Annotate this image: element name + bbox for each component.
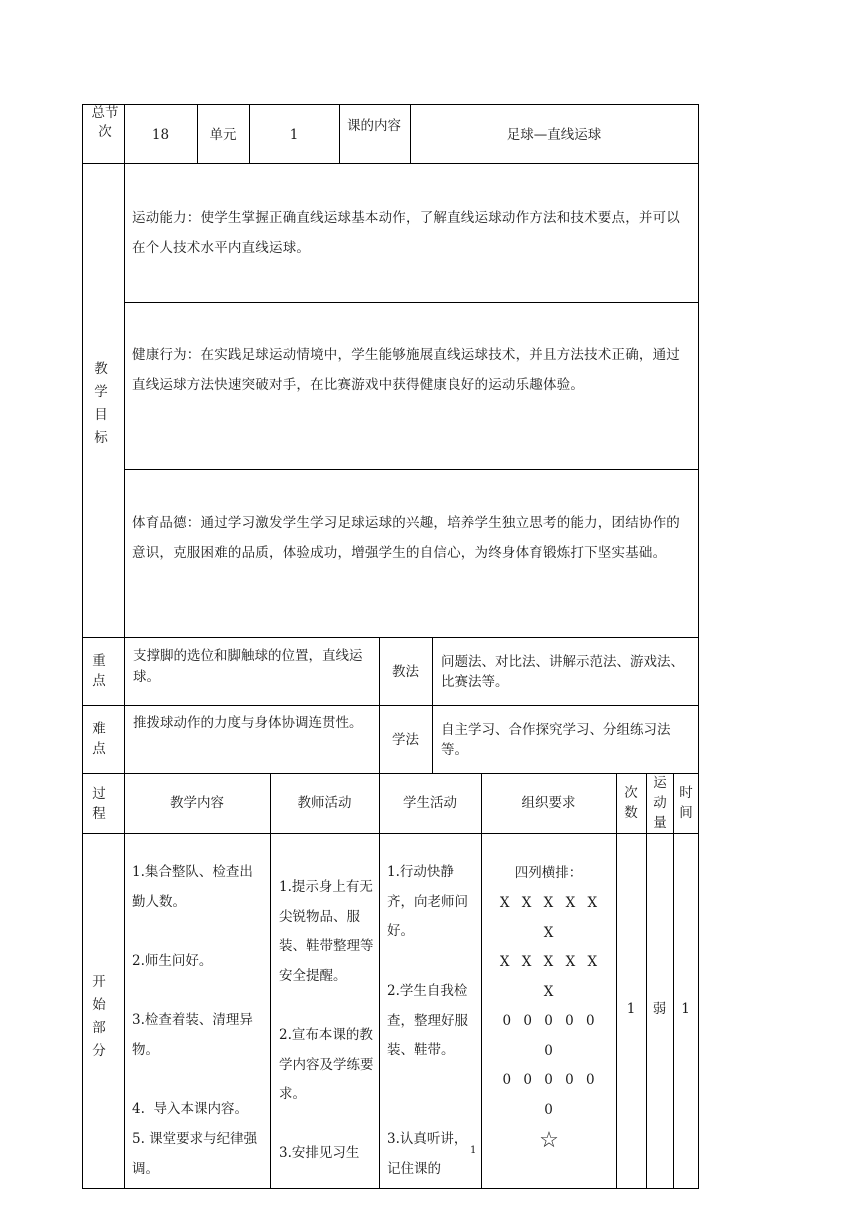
formation-row: X X X X X: [499, 895, 598, 911]
teacher-item-3: 3.安排见习生: [279, 1145, 360, 1161]
formation-row: X X X X X: [499, 954, 598, 970]
learning-method-label: 学法: [392, 732, 419, 748]
formation-row: X: [543, 983, 554, 1000]
organization-header: 组织要求: [521, 795, 576, 811]
content-item-2: 2.师生问好。: [132, 953, 213, 969]
unit-label: 单元: [209, 127, 237, 143]
formation-row: X: [543, 924, 554, 941]
content-item-5: 5. 课堂要求与纪律强调。: [132, 1131, 258, 1177]
content-item-1: 1.集合整队、检查出勤人数。: [132, 864, 253, 910]
difficulty-label: 难点: [92, 721, 106, 757]
total-lessons-label: 总节次: [91, 105, 119, 140]
learning-method-content: 自主学习、合作探究学习、分组练习法等。: [441, 722, 671, 758]
teaching-content-header: 教学内容: [170, 795, 224, 811]
objective-health-behavior: 健康行为：在实践足球运动情境中，学生能够施展直线运球技术，并且方法技术正确，通过直线运球方法快速突破对手，在比赛游戏中获得健康良好的运动乐趣体验。: [132, 347, 680, 393]
formation-title: 四列横排：: [514, 865, 583, 881]
lesson-content-value: 足球—直线运球: [506, 127, 602, 143]
unit-value: 1: [289, 127, 299, 143]
teaching-method-content: 问题法、对比法、讲解示范法、游戏法、比赛法等。: [441, 654, 684, 690]
total-lessons-value: 18: [151, 127, 170, 143]
key-points-content: 支撑脚的选位和脚触球的位置，直线运球。: [133, 648, 363, 685]
times-value: 1: [626, 1001, 636, 1017]
difficulty-content: 推拨球动作的力度与身体协调连贯性。: [133, 715, 363, 731]
lesson-content-label: 课的内容: [347, 118, 401, 134]
objective-sports-ethics: 体育品德：通过学习激发学生学习足球运球的兴趣，培养学生独立思考的能力，团结协作的意识，克服困难的品质，体验成功，增强学生的自信心，为终身体育锻炼打下坚实基础。: [132, 515, 680, 561]
objectives-label: 教学目标: [94, 361, 108, 446]
exercise-load-header: 运动量: [653, 775, 667, 831]
page-number: 1: [470, 1145, 477, 1156]
student-activity-header: 学生活动: [403, 795, 457, 811]
teaching-method-label: 教法: [392, 664, 419, 680]
start-section-label: 开始部分: [92, 974, 106, 1059]
formation-row: 0: [544, 1101, 553, 1118]
formation-row: 0 0 0 0 0: [502, 1013, 595, 1029]
key-points-label: 重点: [92, 653, 106, 689]
teacher-item-2: 2.宣布本课的教学内容及学练要求。: [279, 1027, 374, 1102]
formation-row: 0: [544, 1042, 553, 1059]
process-header: 过程: [92, 786, 106, 822]
teacher-item-1: 1.提示身上有无尖锐物品、服装、鞋带整理等安全提醒。: [279, 879, 374, 984]
student-item-3: 3.认真听讲，记住课的: [387, 1131, 468, 1177]
time-header: 时间: [679, 785, 693, 821]
objective-motor-ability: 运动能力：使学生掌握正确直线运球基本动作，了解直线运球动作方法和技术要点，并可以在个人技术水平内直线运球。: [132, 210, 680, 256]
student-item-2: 2.学生自我检查，整理好服装、鞋带。: [387, 983, 468, 1058]
formation-diagram: [481, 893, 616, 1129]
formation-row: 0 0 0 0 0: [502, 1072, 595, 1088]
teacher-activity-header: 教师活动: [297, 795, 352, 811]
time-value: 1: [681, 1001, 690, 1017]
teacher-star-icon: ☆: [539, 1128, 559, 1153]
content-item-3: 3.检查着装、清理异物。: [132, 1012, 253, 1058]
load-value: 弱: [652, 1001, 667, 1017]
student-item-1: 1.行动快静齐，向老师问好。: [387, 864, 468, 939]
content-item-4: 4. 导入本课内容。: [132, 1101, 248, 1117]
times-header: 次数: [624, 785, 638, 821]
